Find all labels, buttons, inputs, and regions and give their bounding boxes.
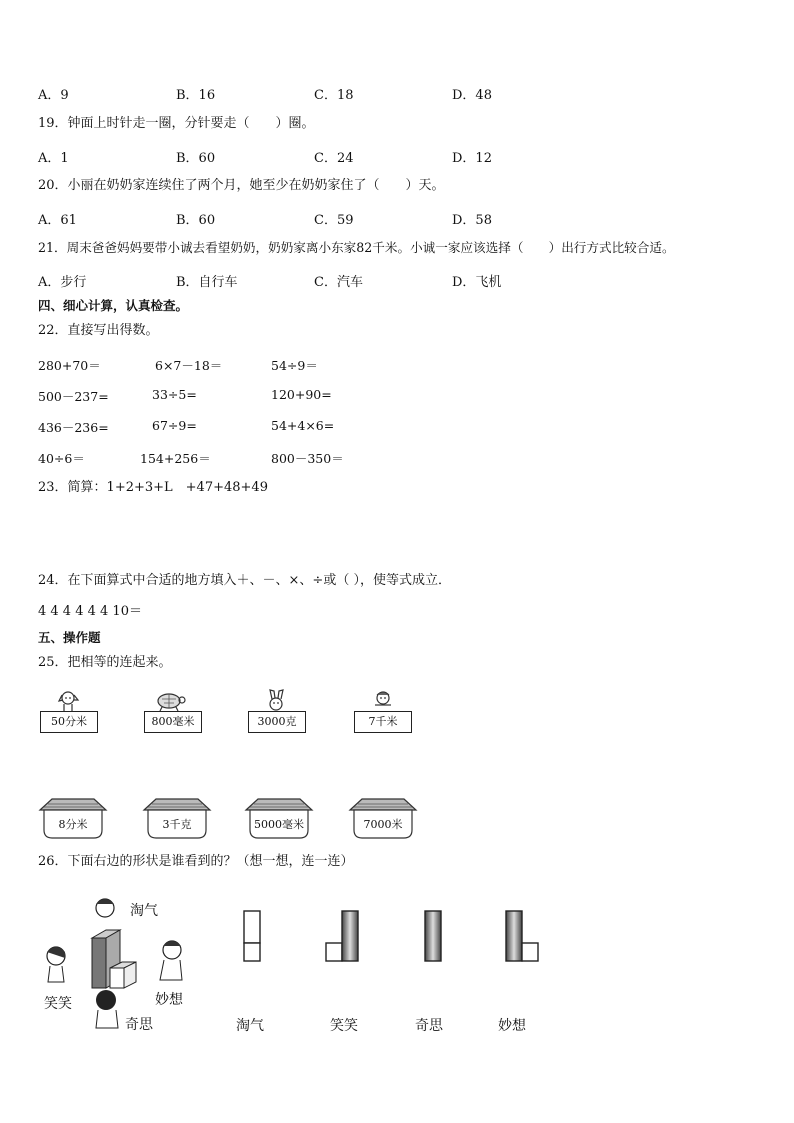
q18-option-b: B．16 bbox=[176, 88, 216, 103]
q24-expression: 4 4 4 4 4 4 10＝ bbox=[38, 604, 142, 619]
house-4 bbox=[348, 796, 418, 844]
q20-option-b: B．60 bbox=[176, 213, 216, 228]
animal-card-rabbit bbox=[248, 689, 306, 733]
q19-option-b: B．60 bbox=[176, 151, 216, 166]
q26-scene-illustration bbox=[40, 888, 200, 1038]
q20-option-d: D．58 bbox=[452, 213, 492, 228]
turtle-icon bbox=[154, 689, 188, 713]
view-label-3: 奇思 bbox=[415, 1018, 443, 1034]
q22-r4-c3: 800－350＝ bbox=[271, 451, 344, 466]
q22-text: 22．直接写出得数。 bbox=[38, 323, 159, 338]
view-label-4: 妙想 bbox=[498, 1018, 526, 1034]
dog-icon bbox=[56, 689, 82, 713]
section-4-heading: 四、细心计算，认真检查。 bbox=[38, 298, 189, 313]
rabbit-icon bbox=[264, 689, 288, 713]
q20-option-c: C．59 bbox=[314, 213, 354, 228]
q19-option-c: C．24 bbox=[314, 151, 354, 166]
q22-r3-c3: 54+4×6= bbox=[271, 418, 335, 433]
q24-text: 24．在下面算式中合适的地方填入＋、－、×、÷或（ ），使等式成立． bbox=[38, 573, 451, 588]
house-label: 7000米 bbox=[363, 818, 403, 831]
q22-r2-c2: 33÷5= bbox=[152, 387, 197, 402]
house-label: 5000毫米 bbox=[254, 818, 304, 831]
q22-r3-c1: 436－236= bbox=[38, 420, 109, 435]
view-shape-2 bbox=[325, 910, 361, 964]
q22-r1-c1: 280+70＝ bbox=[38, 358, 101, 373]
q20-text: 20．小丽在奶奶家连续住了两个月，她至少在奶奶家住了（ ）天。 bbox=[38, 178, 445, 193]
house-label: 8分米 bbox=[58, 818, 88, 831]
person-label-miaoxiang: 妙想 bbox=[155, 992, 183, 1008]
q22-r1-c2: 6×7－18＝ bbox=[155, 358, 223, 373]
q20-option-a: A．61 bbox=[38, 213, 77, 228]
animal-card-label: 7千米 bbox=[354, 711, 412, 733]
q25-text: 25．把相等的连起来。 bbox=[38, 655, 172, 670]
child-icon bbox=[370, 689, 396, 713]
q21-text: 21．周末爸爸妈妈要带小诚去看望奶奶，奶奶家离小东家82千米。小诚一家应该选择（ ）出行方式比较合适。 bbox=[38, 240, 675, 255]
q23-text: 23．简算：1+2+3+L +47+48+49 bbox=[38, 480, 268, 495]
section-5-heading: 五、操作题 bbox=[38, 630, 101, 645]
animal-card-dog bbox=[40, 689, 98, 733]
animal-card-label: 800毫米 bbox=[144, 711, 202, 733]
q21-option-a: A．步行 bbox=[38, 275, 87, 290]
view-shape-1 bbox=[243, 910, 263, 964]
view-shape-4 bbox=[505, 910, 541, 964]
q21-option-d: D．飞机 bbox=[452, 275, 502, 290]
animal-card-turtle bbox=[144, 689, 202, 733]
q22-r2-c3: 120+90= bbox=[271, 387, 332, 402]
q18-option-d: D．48 bbox=[452, 88, 492, 103]
person-label-taoqi: 淘气 bbox=[130, 903, 158, 919]
person-label-qisi: 奇思 bbox=[125, 1017, 153, 1033]
q22-r3-c2: 67÷9= bbox=[152, 418, 197, 433]
q18-option-a: A．9 bbox=[38, 88, 69, 103]
q26-text: 26．下面右边的形状是谁看到的？（想一想，连一连） bbox=[38, 854, 354, 869]
view-shape-3 bbox=[424, 910, 444, 964]
house-1 bbox=[38, 796, 108, 844]
q19-text: 19．钟面上时针走一圈，分针要走（ ）圈。 bbox=[38, 116, 315, 131]
animal-card-label: 3000克 bbox=[248, 711, 306, 733]
q21-option-b: B．自行车 bbox=[176, 275, 238, 290]
view-label-2: 笑笑 bbox=[330, 1018, 358, 1034]
house-label: 3千克 bbox=[162, 818, 192, 831]
animal-card-label: 50分米 bbox=[40, 711, 98, 733]
person-label-xiaoxiao: 笑笑 bbox=[44, 996, 72, 1012]
q22-r4-c1: 40÷6＝ bbox=[38, 451, 85, 466]
q19-option-d: D．12 bbox=[452, 151, 492, 166]
q21-option-c: C．汽车 bbox=[314, 275, 363, 290]
q22-r2-c1: 500－237= bbox=[38, 389, 109, 404]
q19-option-a: A．1 bbox=[38, 151, 69, 166]
q18-option-c: C．18 bbox=[314, 88, 354, 103]
q22-r4-c2: 154+256＝ bbox=[140, 451, 211, 466]
view-label-1: 淘气 bbox=[236, 1018, 264, 1034]
house-2 bbox=[142, 796, 212, 844]
house-3 bbox=[244, 796, 314, 844]
animal-card-boy bbox=[354, 689, 412, 733]
q22-r1-c3: 54÷9＝ bbox=[271, 358, 318, 373]
